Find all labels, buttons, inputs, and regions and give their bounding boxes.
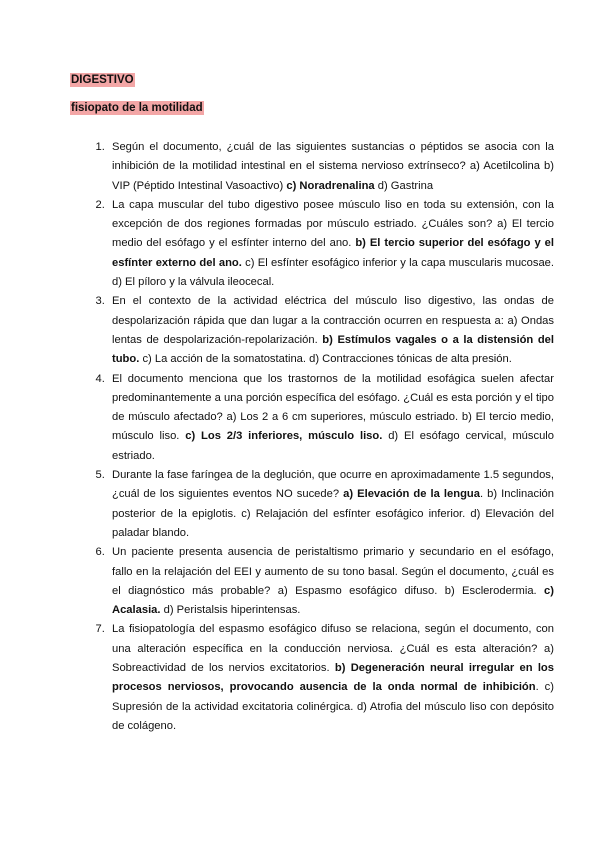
question-item [108,370,554,466]
question-text-rest: . c) Supresión de la actividad excitatoria colinérgica. d) Atrofia del músculo liso con depósito de colágeno. [112,681,554,732]
subsection-heading: fisiopato de la motilidad [71,102,203,114]
question-text: La fisiopatología del espasmo esofágico difuso se relaciona, según el documento, con una alteración específica en la conducción nerviosa. ¿Cuál es esta alteración? a) Sobreactividad de los nervios excitatorios. [112,623,554,675]
question-text: El documento menciona que los trastornos de la motilidad esofágica suelen afectar predominantemente a una porción específica del esófago. ¿Cuál es esta porción y el tipo de músculo afectado? a) Los 2 a 6 cm superiores, músculo estriado. b) El tercio medio, músculo liso. [112,372,554,443]
correct-answer: c) Noradrenalina [286,179,375,192]
correct-answer: b) Degeneración neural irregular en los procesos nerviosos, provocando ausencia de la onda normal de inhibición [112,662,554,694]
question-item [108,543,554,620]
question-item [108,138,554,196]
question-text: En el contexto de la actividad eléctrica del músculo liso digestivo, las ondas de despolarización rápida que dan lugar a la contracción ocurren en respuesta a: a) Ondas lentas de despolarización-repolarización. [112,295,554,346]
question-text-rest: d) El esófago cervical, músculo estriado. [112,430,554,462]
correct-answer: a) Elevación de la lengua [343,488,480,501]
question-text: Un paciente presenta ausencia de peristaltismo primario y secundario en el esófago, fallo en la relajación del EEI y aumento de su tono basal. Según el documento, ¿cuál es el diagnóstico más probable? a) Espasmo esofágico difuso. b) Esclerodermia. [112,546,554,597]
question-item [108,466,554,543]
question-text-rest: c) El esfínter esofágico inferior y la capa muscularis mucosae. d) El píloro y la válvula ileocecal. [112,256,554,289]
section-heading: DIGESTIVO [71,74,134,86]
correct-answer: c) Acalasia. [112,584,554,617]
correct-answer: b) Estímulos vagales o a la distensión del tubo. [112,333,555,366]
question-text: Durante la fase faríngea de la deglución, que ocurre en aproximadamente 1.5 segundos, ¿cuál de los siguientes eventos NO sucede? [112,469,554,501]
question-text-rest: c) La acción de la somatostatina. d) Contracciones tónicas de alta presión. [139,353,512,366]
question-text: La capa muscular del tubo digestivo posee músculo liso en toda su extensión, con la excepción de dos regiones formadas por músculo estriado. ¿Cuáles son? a) El tercio medio del esófago y el esfínter interno del ano. [112,198,554,250]
question-item [108,292,554,369]
question-text: Según el documento, ¿cuál de las siguientes sustancias o péptidos se asocia con la inhibición de la motilidad intestinal en el sistema nervioso extrínseco? a) Acetilcolina b) VIP (Péptido Intestinal Vasoactivo) [112,141,554,192]
question-text-rest: . b) Inclinación posterior de la epiglotis. c) Relajación del esfínter esofágico inferior. d) Elevación del paladar blando. [112,488,554,539]
question-text-rest: d) Gastrina [374,179,434,192]
correct-answer: c) Los 2/3 inferiores, músculo liso. [185,430,383,443]
question-text-rest: d) Peristalsis hiperintensas. [160,604,301,617]
question-item [108,196,554,292]
correct-answer: b) El tercio superior del esófago y el esfínter externo del ano. [112,237,554,269]
question-list [82,138,554,736]
question-item [108,620,554,736]
